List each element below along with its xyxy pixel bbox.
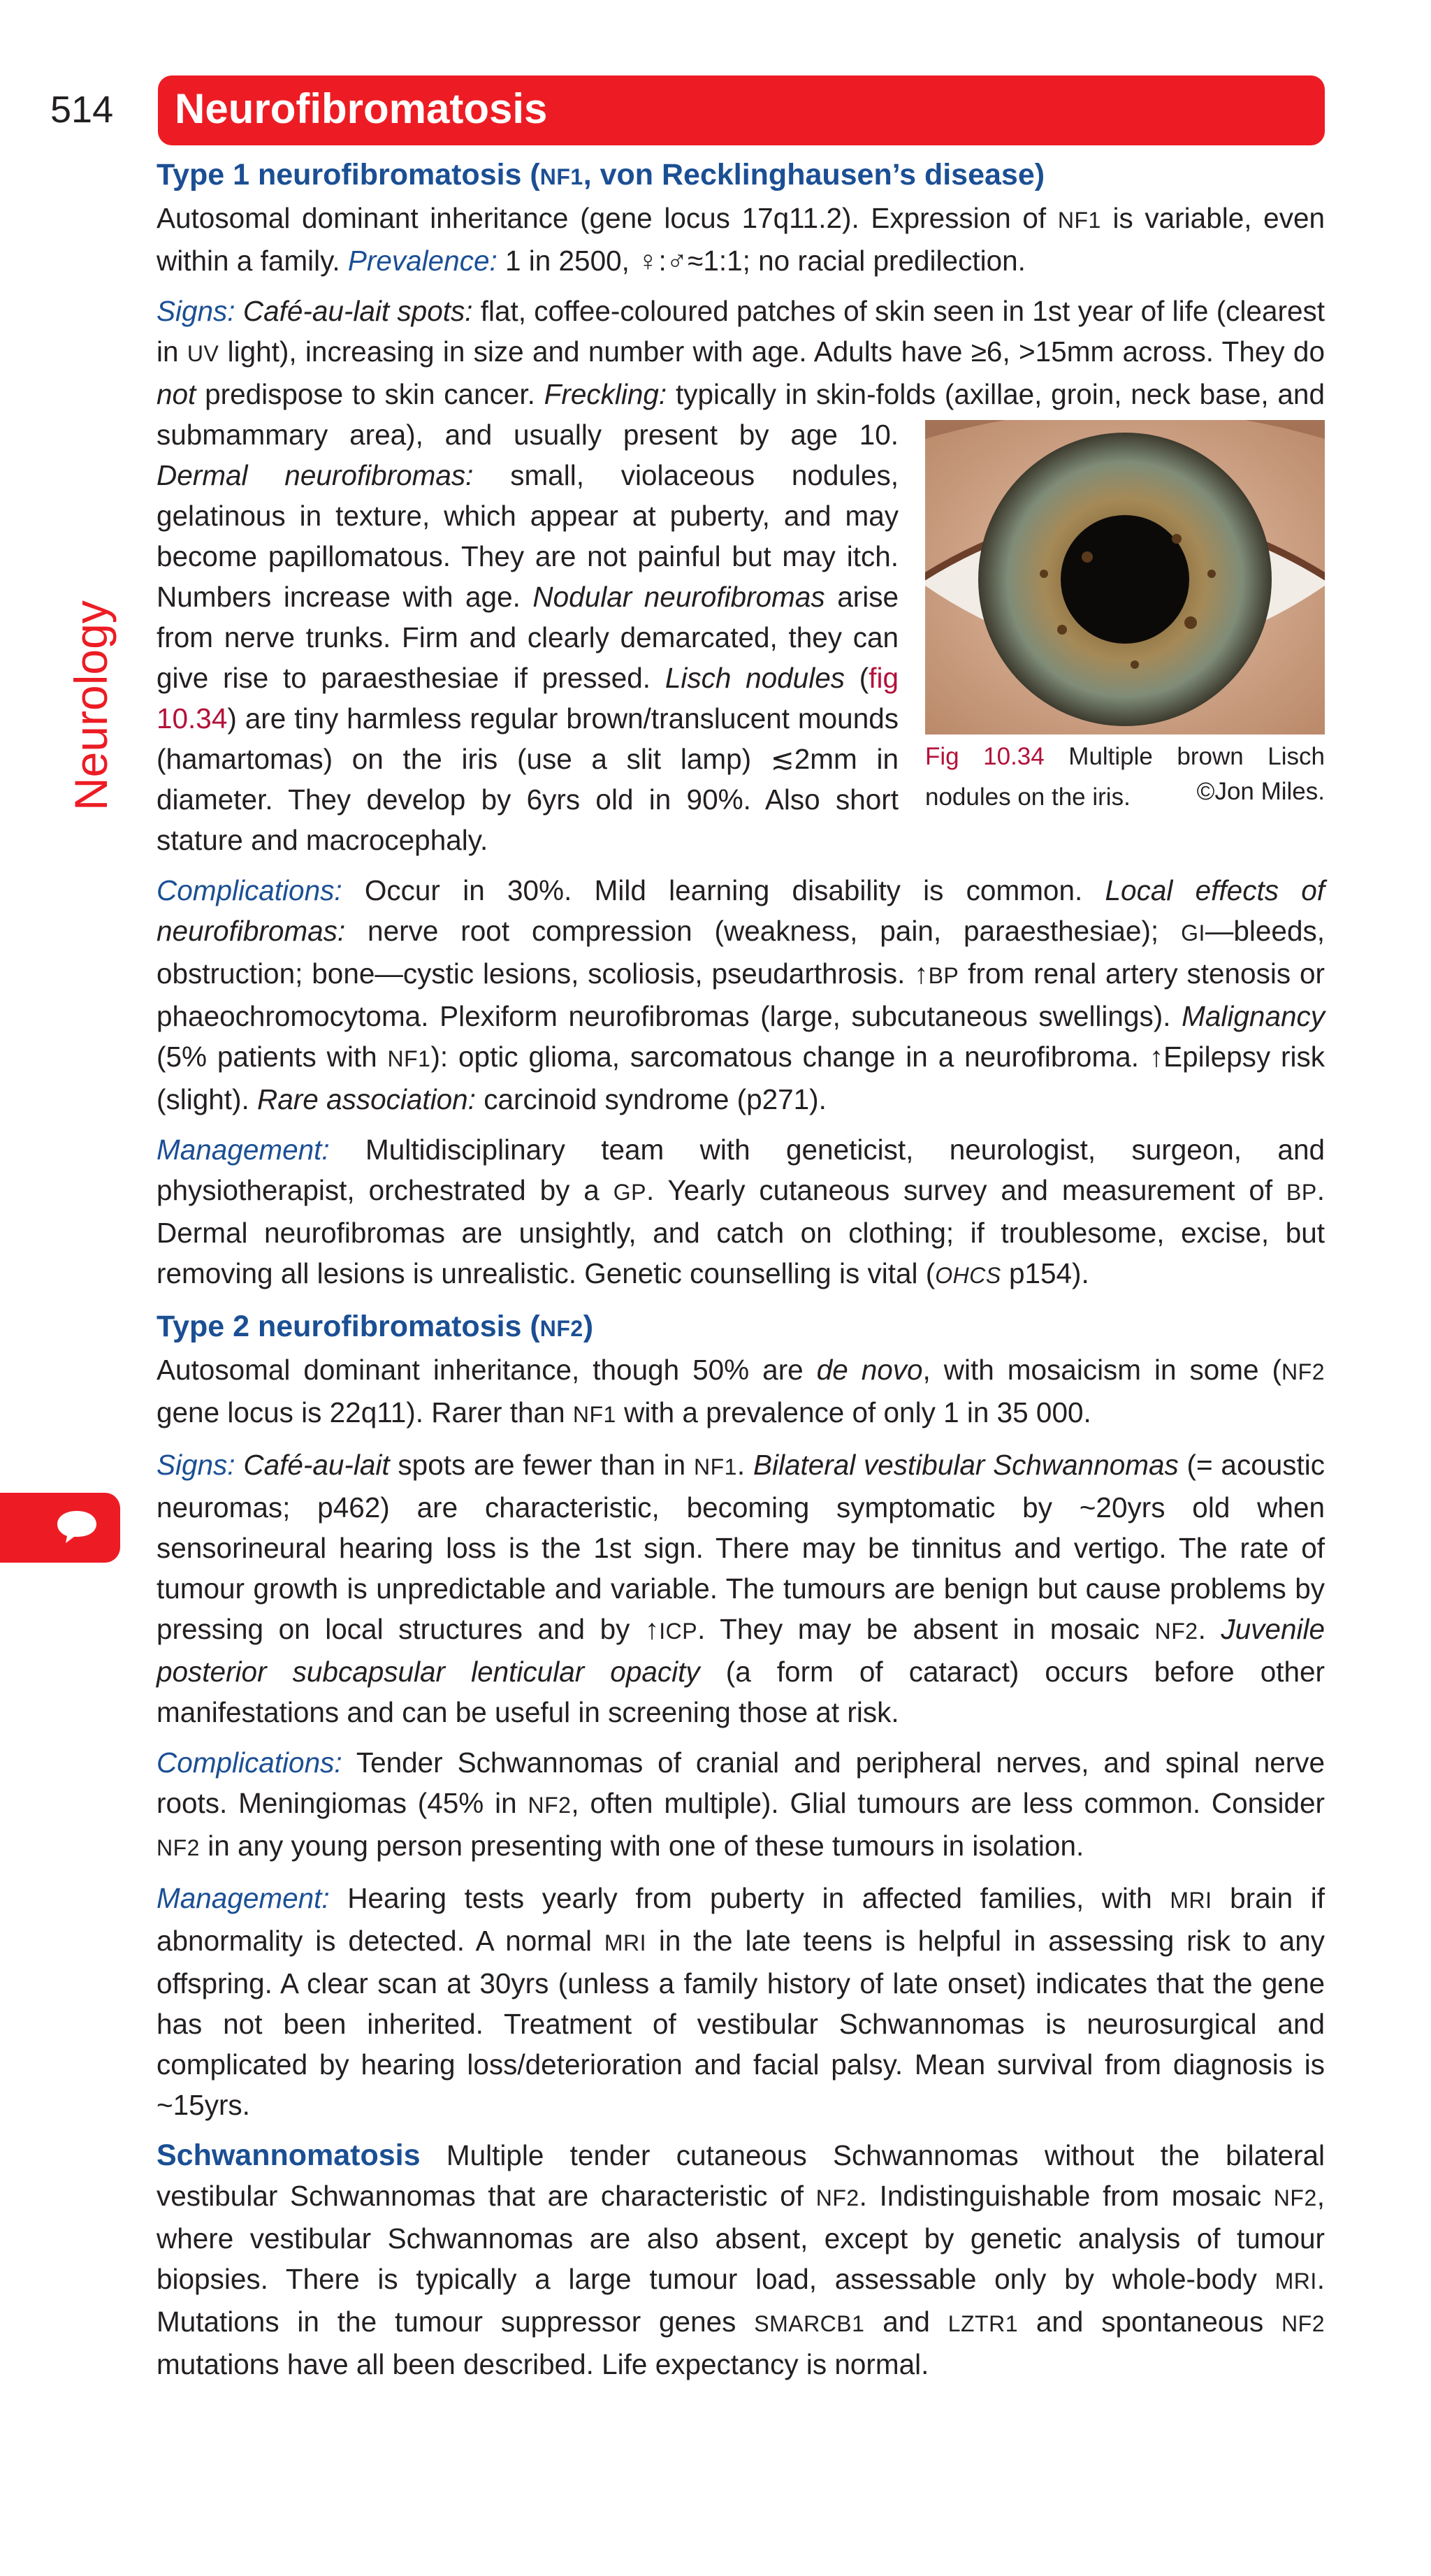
schwannomatosis-paragraph: Schwannomatosis Multiple tender cutaneous Schwannomas without the bilateral vestibular Schwannomas that are characteristic of NF2. Indistinguishable from mosaic NF2, where vestibular Schwannomas are also absent, except by genetic analysis of tumour biopsies. There is typically a large tumour load, assessable only by whole-body MRI. Mutations in the tumour suppressor genes SMARCB1 and LZTR1 and spontaneous NF2 mutations have all been described. Life expectancy is normal. [157,2139,1325,2380]
nf1-heading: Type 1 neurofibromatosis (NF1, von Recklinghausen’s disease) [157,158,1045,191]
page-title: Neurofibromatosis [175,85,548,132]
nf2-heading: Type 2 neurofibromatosis (NF2) [157,1310,594,1343]
iris-photo [925,420,1325,735]
nf2-complications: Complications: Tender Schwannomas of cranial and peripheral nerves, and spinal nerve roots. Meningiomas (45% in NF2, often multiple). Glial tumours are less common. Consider NF2 in any young person presenting with one of these tumours in isolation. [157,1746,1325,1862]
figure-reference-link[interactable]: fig 10.34 [157,662,899,735]
schwannomatosis-heading: Schwannomatosis [157,2139,421,2172]
nf2-intro: Autosomal dominant inheritance, though 50% are de novo, with mosaicism in some (NF2 gene locus is 22q11). Rarer than NF1 with a prevalence of only 1 in 35 000. [157,1354,1325,1428]
nf1-management: Management: Multidisciplinary team with geneticist, neurologist, surgeon, and physiotherapist, orchestrated by a GP. Yearly cutaneous survey and measurement of BP. Dermal neurofibromas are unsightly, and catch on clothing; if troublesome, excise, but removing all lesions is unrealistic. Genetic counselling is vital (OHCS p154). [157,1134,1325,1289]
section-side-label: Neurology [65,600,117,811]
title-bar [158,75,1325,145]
nf1-intro: Autosomal dominant inheritance (gene locus 17q11.2). Expression of NF1 is variable, even within a family. Prevalence: 1 in 2500, ♀:♂≈1:1; no racial predilection. [157,202,1325,277]
side-tab [0,1493,120,1563]
page-content [157,154,1325,2394]
speech-bubble-icon [55,1508,99,1547]
nf1-signs: Signs: Café-au-lait spots: flat, coffee-coloured patches of skin seen in 1st year of life (clearest in UV light), increasing in size and number with age. Adults have ≥6, >15mm across. They do not predispose to skin cancer. Freckling: typically in skin-folds (axillae, groin, neck base, and submammary area), and usually present by age 10. Fig 10.34 Multiple brown Lisch nodules on the iris. ©Jon Miles. Dermal neurofibromas: small, violaceous nodules, gelatinous in texture, which appear at puberty, and may become papillomatous. They are not painful but may itch. Numbers increase with age. Nodular neurofibromas arise from nerve trunks. Firm and clearly demarcated, they can give rise to paraesthesiae if pressed. Lisch nodules (fig 10.34) are tiny harmless regular brown/translucent mounds (hamartomas) on the iris (use a slit lamp) ≲2mm in diameter. They develop by 6yrs old in 90%. Also short stature and macrocephaly. [157,291,1325,860]
figure-caption: Fig 10.34 Multiple brown Lisch nodules on the iris. ©Jon Miles. [925,743,1325,811]
nf2-management: Management: Hearing tests yearly from puberty in affected families, with MRI brain if abnormality is detected. A normal MRI in the late teens is helpful in assessing risk to any offspring. A clear scan at 30yrs (unless a family history of late onset) indicates that the gene has not been inherited. Treatment of vestibular Schwannomas is neurosurgical and complicated by hearing loss/deterioration and facial palsy. Mean survival from diagnosis is ~15yrs. [157,1882,1325,2121]
figure-lisch-nodules [925,420,1325,816]
nf1-complications: Complications: Occur in 30%. Mild learning disability is common. Local effects of neurofibromas: nerve root compression (weakness, pain, paraesthesiae); GI—bleeds, obstruction; bone—cystic lesions, scoliosis, pseudarthrosis. ↑BP from renal artery stenosis or phaeochromocytoma. Plexiform neurofibromas (large, subcutaneous swellings). Malignancy (5% patients with NF1): optic glioma, sarcomatous change in a neurofibroma. ↑Epilepsy risk (slight). Rare association: carcinoid syndrome (p271). [157,874,1325,1115]
nf2-signs: Signs: Café-au-lait spots are fewer than in NF1. Bilateral vestibular Schwannomas (= acoustic neuromas; p462) are characteristic, becoming symptomatic by ~20yrs old when sensorineural hearing loss is the 1st sign. There may be tinnitus and vertigo. The rate of tumour growth is unpredictable and variable. The tumours are benign but cause problems by pressing on local structures and by ↑ICP. They may be absent in mosaic NF2. Juvenile posterior subcapsular lenticular opacity (a form of cataract) occurs before other manifestations and can be useful in screening those at risk. [157,1449,1325,1728]
page-number: 514 [50,89,114,131]
